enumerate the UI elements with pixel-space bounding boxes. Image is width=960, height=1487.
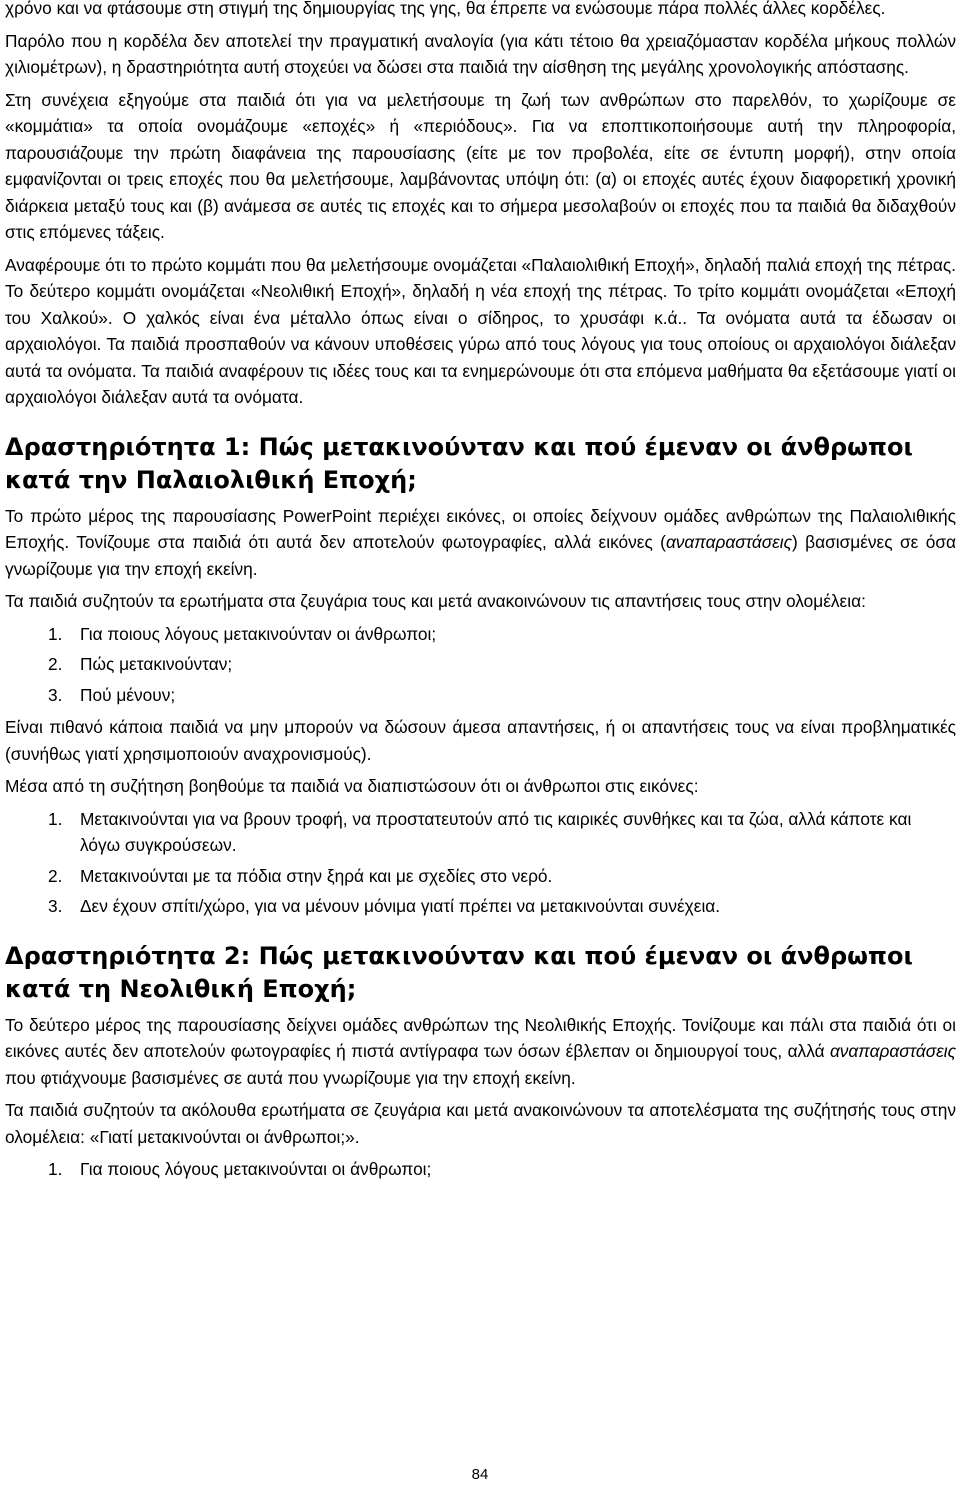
activity2-intro-emphasis: αναπαραστάσεις xyxy=(829,1041,956,1061)
list-item xyxy=(5,893,956,920)
list-item xyxy=(5,682,956,709)
list-item xyxy=(5,1156,956,1183)
activity2-intro-text-a: Το δεύτερο μέρος της παρουσίασης δείχνει ομάδες ανθρώπων της Νεολιθικής Εποχής. Τονίζουμε και πάλι στα παιδιά ότι οι εικόνες αυτές δεν αποτελούν φωτογραφίες ή πιστά αντίγραφα των όσων έβλεπαν οι δημιουργοί τους, αλλά xyxy=(5,1014,956,1061)
activity1-paragraph-answers: Είναι πιθανό κάποια παιδιά να μην μπορούν να δώσουν άμεσα απαντήσεις, ή οι απαντήσεις τους να είναι προβληματικές (συνήθως γιατί χρησιμοποιούν αναχρονισμούς). xyxy=(5,717,956,764)
paragraph-eras-names: Αναφέρουμε ότι το πρώτο κομμάτι που θα μελετήσουμε ονομάζεται «Παλαιολιθική Εποχή», δηλαδή παλιά εποχή της πέτρας. Το δεύτερο κομμάτι ονομάζεται «Νεολιθική Εποχή», δηλαδή η νέα εποχή της πέτρας. Το τρίτο κομμάτι ονομάζεται «Εποχή του Χαλκού». Ο χαλκός είναι ένα μέταλλο όπως είναι ο σίδηρος, το χρυσάφι κ.ά.. Τα ονόματα αυτά τα έδωσαν οι αρχαιολόγοι. Τα παιδιά προσπαθούν να κάνουν υποθέσεις γύρω από τους λόγους για τους οποίους οι αρχαιολόγοι διάλεξαν αυτά τα ονόματα. Τα παιδιά αναφέρουν τις ιδέες τους και τα ενημερώνουμε ότι στα επόμενα μαθήματα θα εξετάσουμε γιατί οι αρχαιολόγοι διάλεξαν αυτά τα ονόματα. xyxy=(5,254,956,407)
list-item-number: 2. xyxy=(48,654,63,674)
list-item-text: Για ποιους λόγους μετακινούνται οι άνθρωποι; xyxy=(80,1159,432,1179)
activity1-findings-list xyxy=(5,806,956,920)
list-item xyxy=(5,621,956,648)
list-item-number: 1. xyxy=(48,623,63,644)
list-item-number: 1. xyxy=(48,808,63,829)
activity2-heading: Δραστηριότητα 2: Πώς μετακινούνταν και πού έμεναν οι άνθρωποι κατά τη Νεολιθική Εποχή; xyxy=(5,941,913,1003)
list-item-number: 1. xyxy=(48,1159,63,1179)
list-item xyxy=(5,806,956,859)
list-item-text: Μετακινούνται με τα πόδια στην ξηρά και με σχεδίες στο νερό. xyxy=(80,865,553,886)
list-item-text: Πού μένουν; xyxy=(80,684,176,705)
activity2-intro-text-b: που φτιάχνουμε βασισμένες σε αυτά που γνωρίζουμε για την εποχή εκείνη. xyxy=(5,1067,576,1088)
activity1-intro-text-b: ) βασισμένες σε όσα γνωρίζουμε για την εποχή εκείνη. xyxy=(5,532,956,579)
list-item-text: Μετακινούνται για να βρουν τροφή, να προστατευτούν από τις καιρικές συνθήκες και τα ζώα, αλλά κάποτε και λόγω συγκρούσεων. xyxy=(80,808,912,855)
list-item-number: 3. xyxy=(48,896,63,916)
list-item-text: Δεν έχουν σπίτι/χώρο, για να μένουν μόνιμα γιατί πρέπει να μετακινούνται συνέχεια. xyxy=(80,896,721,916)
paragraph-ribbon-analogy: Παρόλο που η κορδέλα δεν αποτελεί την πραγματική αναλογία (για κάτι τέτοιο θα χρειαζόμασταν κορδέλα μήκους πολλών χιλιομέτρων), η δραστηριότητα αυτή στοχεύει να δώσει στα παιδιά την αίσθηση της μεγάλης χρονολογικής απόστασης. xyxy=(5,30,956,77)
page-number: 84 xyxy=(471,1466,489,1483)
list-item-number: 3. xyxy=(48,684,63,705)
activity1-intro-text-a: Το πρώτο μέρος της παρουσίασης PowerPoint περιέχει εικόνες, οι οποίες δείχνουν ομάδες ανθρώπων της Παλαιολιθικής Εποχής. Τονίζουμε στα παιδιά ότι αυτά δεν αποτελούν φωτογραφίες, αλλά εικόνες ( xyxy=(5,505,956,552)
list-item-number: 2. xyxy=(48,865,63,886)
paragraph-eras-intro: Στη συνέχεια εξηγούμε στα παιδιά ότι για να μελετήσουμε τη ζωή των ανθρώπων στο παρελθόν, το χωρίζουμε σε «κομμάτια» τα οποία ονομάζουμε «εποχές» ή «περιόδους». Για να εποπτικοποιήσουμε αυτή την πληροφορία, παρουσιάζουμε την πρώτη διαφάνεια της παρουσίασης (είτε με τον προβολέα, είτε σε έντυπη μορφή), στην οποία εμφανίζονται οι τρεις εποχές που θα μελετήσουμε, λαμβάνοντας υπόψη ότι: (α) οι εποχές αυτές έχουν διαφορετική χρονική διάρκεια μεταξύ τους και (β) ανάμεσα σε αυτές τις εποχές και το σήμερα μεσολαβούν οι εποχές που τα παιδιά θα διδαχθούν στις επόμενες τάξεις. xyxy=(5,89,956,242)
list-item-text: Πώς μετακινούνταν; xyxy=(80,654,233,674)
activity1-paragraph-discussion: Τα παιδιά συζητούν τα ερωτήματα στα ζευγάρια τους και μετά ανακοινώνουν τις απαντήσεις τους στην ολομέλεια: xyxy=(5,591,866,611)
list-item-text: Για ποιους λόγους μετακινούνταν οι άνθρωποι; xyxy=(80,623,437,644)
paragraph-ribbon-continuation: χρόνο και να φτάσουμε στη στιγμή της δημιουργίας της γης, θα έπρεπε να ενώσουμε πάρα πολλές άλλες κορδέλες. xyxy=(5,0,886,18)
list-item xyxy=(5,651,956,678)
list-item xyxy=(5,863,956,890)
activity1-question-list xyxy=(5,621,956,709)
activity2-paragraph-discussion: Τα παιδιά συζητούν τα ακόλουθα ερωτήματα σε ζευγάρια και μετά ανακοινώνουν τα αποτελέσματα της συζήτησής τους στην ολομέλεια: «Γιατί μετακινούνται οι άνθρωποι;». xyxy=(5,1100,956,1147)
activity1-heading: Δραστηριότητα 1: Πώς μετακινούνταν και πού έμεναν οι άνθρωποι κατά την Παλαιολιθική Εποχή; xyxy=(5,432,913,494)
page-content xyxy=(5,0,956,1183)
activity1-paragraph-intro xyxy=(5,503,956,583)
activity2-paragraph-intro xyxy=(5,1012,956,1092)
activity2-question-list xyxy=(5,1156,956,1183)
activity1-intro-emphasis: αναπαραστάσεις xyxy=(665,532,792,552)
activity1-paragraph-guidance: Μέσα από τη συζήτηση βοηθούμε τα παιδιά να διαπιστώσουν ότι οι άνθρωποι στις εικόνες: xyxy=(5,776,699,796)
